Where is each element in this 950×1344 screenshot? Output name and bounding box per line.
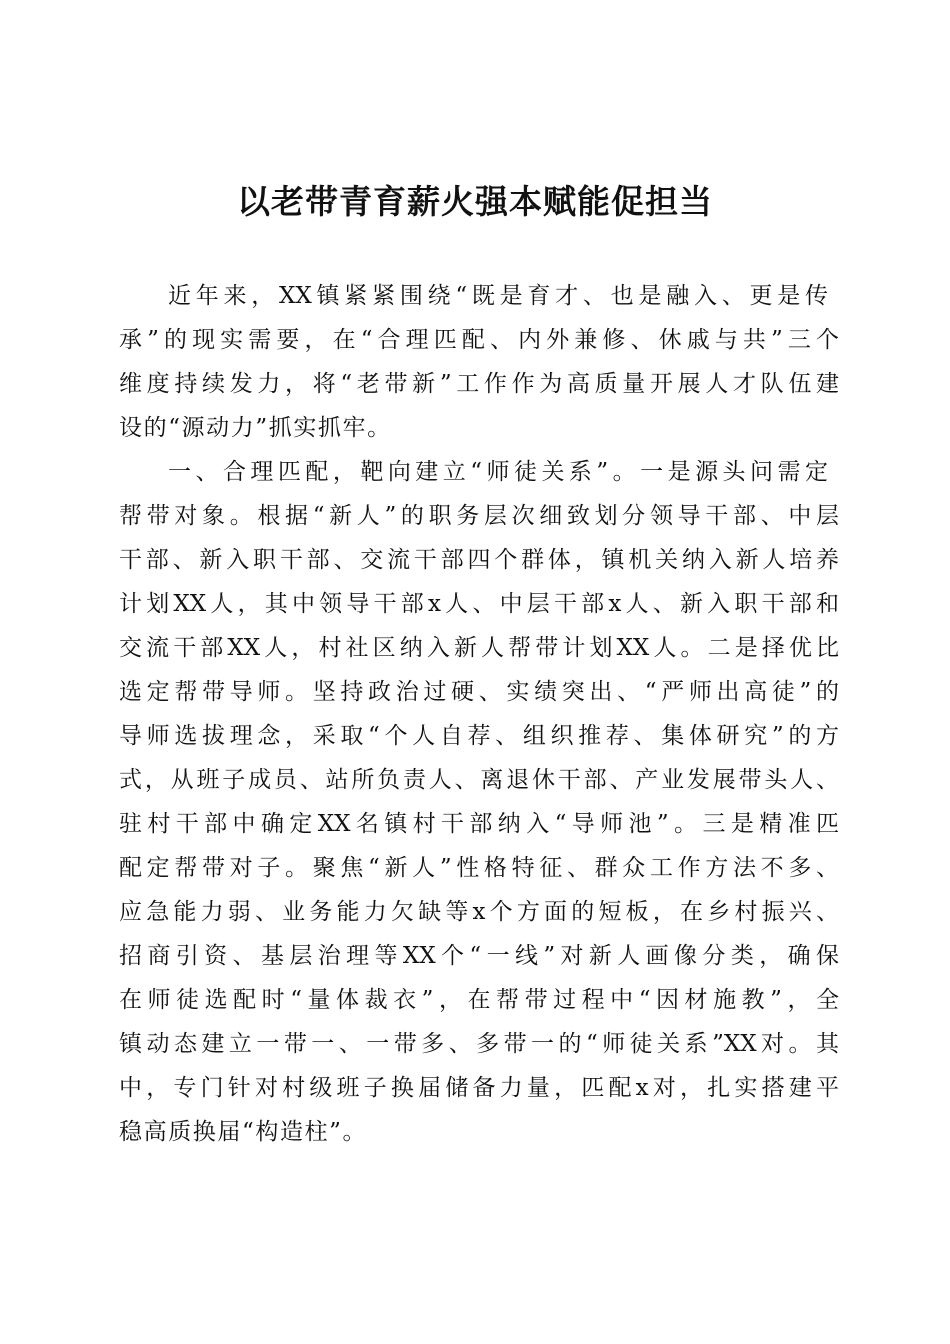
paragraph-1-line-3: 维度持续发力，将“老带新”工作作为高质量开展人才队伍建 (119, 371, 839, 397)
paragraph-2-line-16: 稳高质换届“构造柱”。 (119, 1119, 368, 1145)
paragraph-2-line-7: 导师选拔理念，采取“个人自荐、组织推荐、集体研究”的方 (119, 723, 839, 749)
paragraph-1-line-2: 承”的现实需要，在“合理匹配、内外兼修、休戚与共”三个 (119, 327, 839, 353)
paragraph-2-line-10: 配定帮带对子。聚焦“新人”性格特征、群众工作方法不多、 (119, 855, 839, 881)
document-title: 以老带青育薪火强本赋能促担当 (237, 182, 713, 221)
paragraph-1-line-4: 设的“源动力”抓实抓牢。 (119, 415, 392, 441)
paragraph-2-line-15: 中，专门针对村级班子换届储备力量，匹配x对，扎实搭建平 (119, 1075, 839, 1101)
paragraph-2-line-12: 招商引资、基层治理等XX个“一线”对新人画像分类，确保 (119, 943, 839, 969)
paragraph-2-line-11: 应急能力弱、业务能力欠缺等x个方面的短板，在乡村振兴、 (119, 899, 839, 925)
paragraph-2-line-2: 帮带对象。根据“新人”的职务层次细致划分领导干部、中层 (119, 503, 839, 529)
paragraph-1-line-1: 近年来，XX镇紧紧围绕“既是育才、也是融入、更是传 (168, 283, 828, 309)
paragraph-2-line-9: 驻村干部中确定XX名镇村干部纳入“导师池”。三是精准匹 (119, 811, 839, 837)
paragraph-2-line-1: 一、合理匹配，靶向建立“师徒关系”。一是源头问需定 (168, 459, 828, 485)
paragraph-2-line-4: 计划XX人，其中领导干部x人、中层干部x人、新入职干部和 (119, 591, 839, 617)
paragraph-2-line-14: 镇动态建立一带一、一带多、多带一的“师徒关系”XX对。其 (119, 1031, 839, 1057)
paragraph-2-line-8: 式，从班子成员、站所负责人、离退休干部、产业发展带头人、 (119, 767, 839, 793)
paragraph-2-line-5: 交流干部XX人，村社区纳入新人帮带计划XX人。二是择优比 (119, 635, 839, 661)
paragraph-2-line-3: 干部、新入职干部、交流干部四个群体，镇机关纳入新人培养 (119, 547, 839, 573)
paragraph-2-line-6: 选定帮带导师。坚持政治过硬、实绩突出、“严师出高徒”的 (119, 679, 839, 705)
paragraph-2-line-13: 在师徒选配时“量体裁衣”，在帮带过程中“因材施教”，全 (119, 987, 839, 1013)
